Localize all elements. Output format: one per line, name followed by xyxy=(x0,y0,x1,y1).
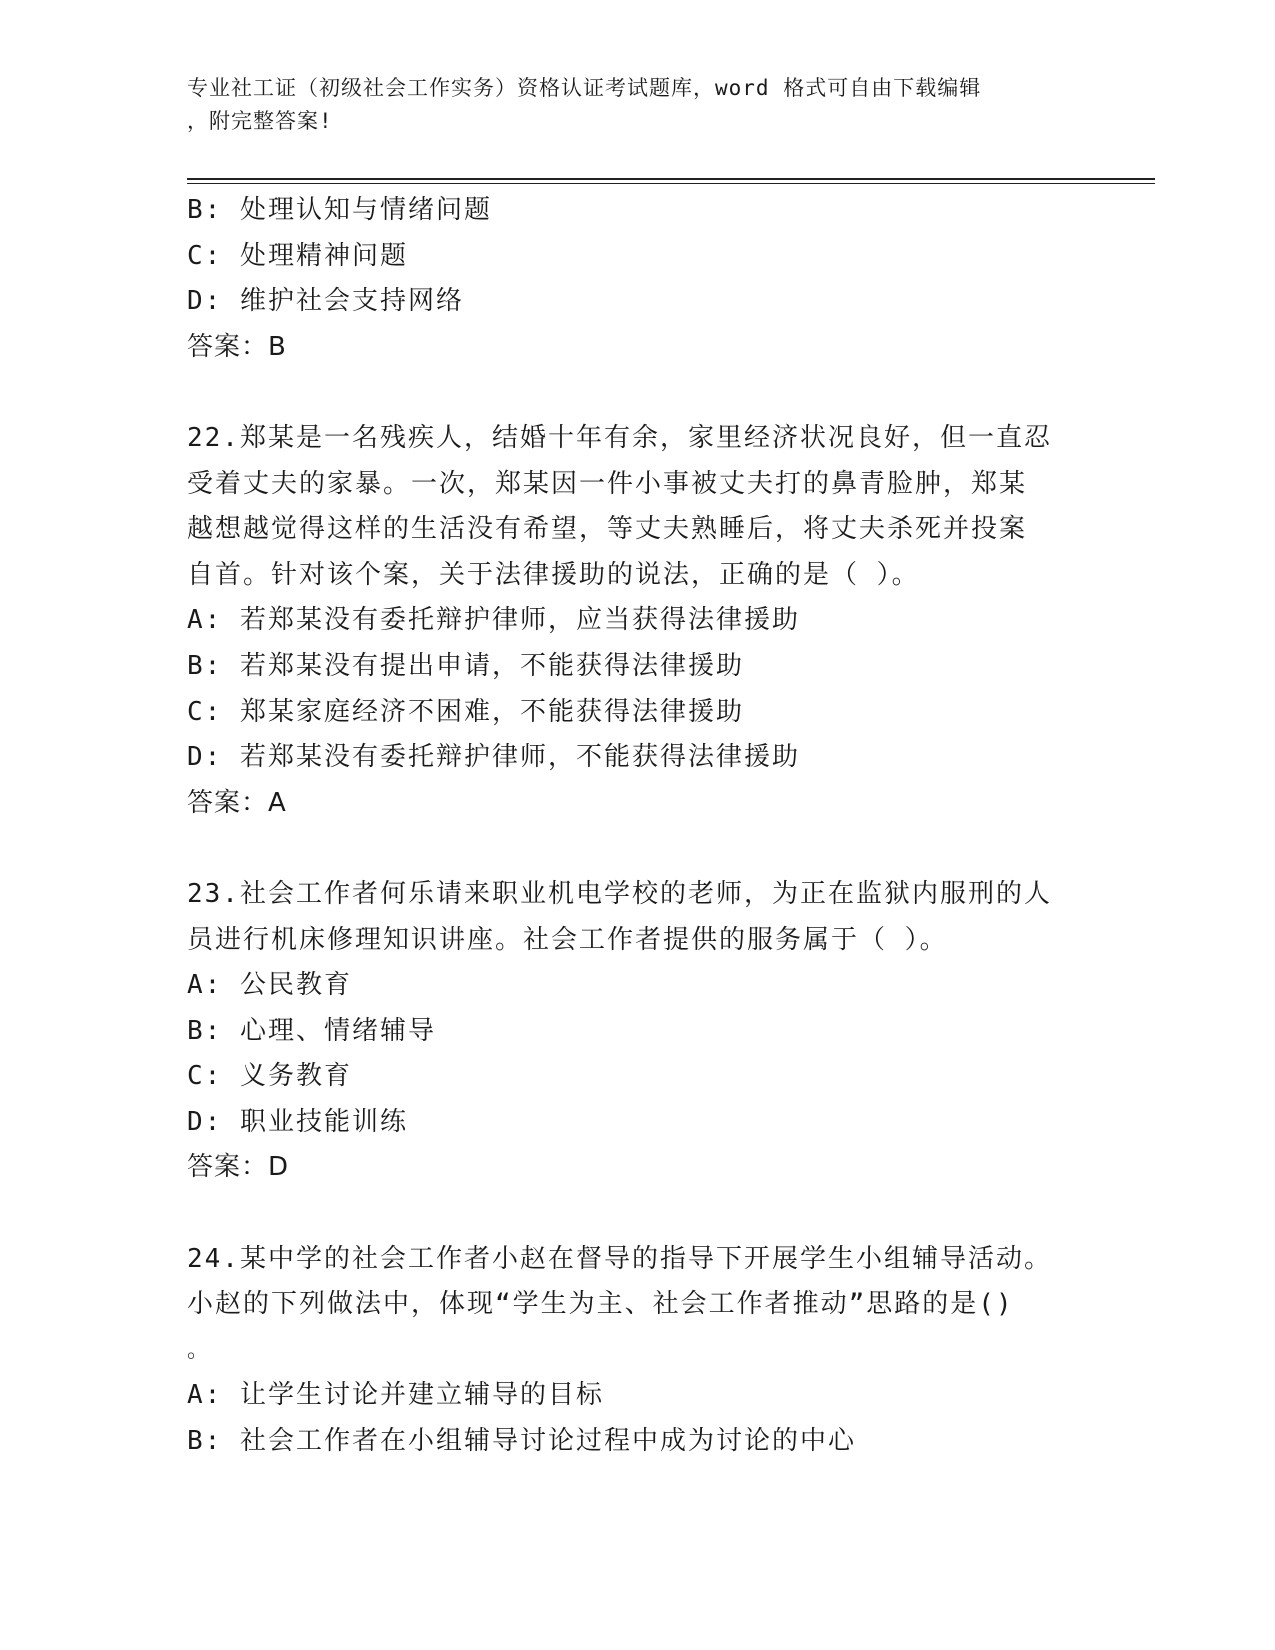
answer: 答案：D xyxy=(187,1152,290,1183)
option-a: A: 公民教育 xyxy=(187,970,352,1001)
option-c: C: 处理精神问题 xyxy=(187,240,408,271)
question-23 xyxy=(187,872,1087,1191)
option-d: D: 维护社会支持网络 xyxy=(187,286,464,317)
option-c: C: 郑某家庭经济不困难，不能获得法律援助 xyxy=(187,696,744,727)
question-stem: 越想越觉得这样的生活没有希望，等丈夫熟睡后，将丈夫杀死并投案 xyxy=(187,514,1028,545)
question-24 xyxy=(187,1237,1087,1465)
option-c: C: 义务教育 xyxy=(187,1061,352,1092)
question-list xyxy=(187,188,1087,1465)
option-d: D: 若郑某没有委托辩护律师，不能获得法律援助 xyxy=(187,742,800,773)
option-b: B: 若郑某没有提出申请，不能获得法律援助 xyxy=(187,650,744,681)
header-line-2: ，附完整答案! xyxy=(187,109,333,133)
spacer xyxy=(187,826,1087,872)
question-stem: 。 xyxy=(187,1337,212,1363)
question-21-tail xyxy=(187,188,1087,370)
option-a: A: 若郑某没有委托辩护律师，应当获得法律援助 xyxy=(187,605,800,636)
header-line-1: 专业社工证（初级社会工作实务）资格认证考试题库，word 格式可自由下载编辑 xyxy=(187,76,982,100)
question-stem: 自首。针对该个案，关于法律援助的说法，正确的是（ ）。 xyxy=(187,559,920,590)
option-b: B: 社会工作者在小组辅导讨论过程中成为讨论的中心 xyxy=(187,1426,856,1457)
question-stem: 24.某中学的社会工作者小赵在督导的指导下开展学生小组辅导活动。 xyxy=(187,1243,1052,1274)
option-b: B: 处理认知与情绪问题 xyxy=(187,195,492,225)
answer: 答案：B xyxy=(187,331,287,362)
header-divider-thin xyxy=(187,183,1155,184)
option-b: B: 心理、情绪辅导 xyxy=(187,1015,436,1046)
question-22 xyxy=(187,416,1087,826)
question-stem: 受着丈夫的家暴。一次，郑某因一件小事被丈夫打的鼻青脸肿，郑某 xyxy=(187,468,1028,499)
question-stem: 小赵的下列做法中，体现“学生为主、社会工作者推动”思路的是() xyxy=(187,1289,1014,1320)
document-header xyxy=(187,72,1067,138)
option-d: D: 职业技能训练 xyxy=(187,1106,408,1137)
option-a: A: 让学生讨论并建立辅导的目标 xyxy=(187,1380,604,1411)
question-stem: 22.郑某是一名残疾人，结婚十年有余，家里经济状况良好，但一直忍 xyxy=(187,422,1052,453)
answer: 答案：A xyxy=(187,787,287,818)
question-stem: 员进行机床修理知识讲座。社会工作者提供的服务属于（ ）。 xyxy=(187,924,948,955)
question-stem: 23.社会工作者何乐请来职业机电学校的老师，为正在监狱内服刑的人 xyxy=(187,878,1052,909)
header-divider-thick xyxy=(187,178,1155,180)
spacer xyxy=(187,1191,1087,1237)
spacer xyxy=(187,370,1087,416)
